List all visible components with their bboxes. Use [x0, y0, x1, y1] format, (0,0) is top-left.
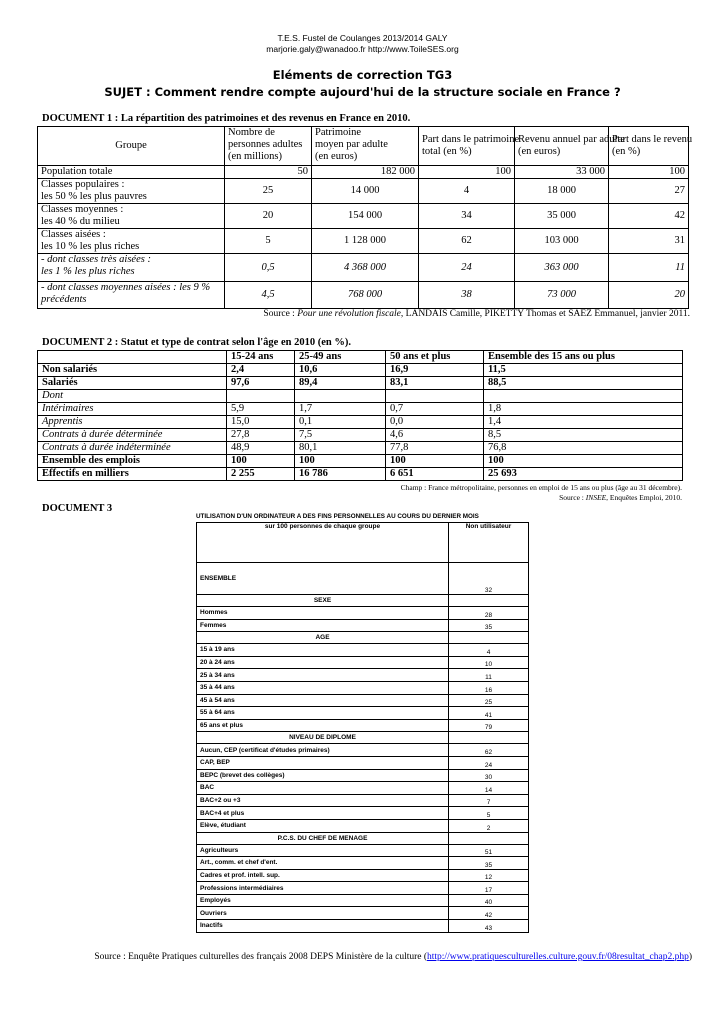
doc1-caption: : La répartition des patrimoines et des revenus en France en 2010.	[112, 113, 411, 124]
cell-part-patrimoine: 24	[419, 254, 515, 282]
row-label: Ensemble des emplois	[38, 455, 227, 468]
cell: 0,7	[386, 403, 484, 416]
table-row	[197, 681, 529, 694]
cell	[386, 390, 484, 403]
doc3-source: Source : Enquête Pratiques culturelles des français 2008 DEPS Ministère de la culture (http://www.pratiquesculturelles.culture.gouv.fr/08resultat_chap2.php)	[94, 952, 692, 962]
table-row	[197, 707, 529, 720]
row-label: Dont	[38, 390, 227, 403]
doc2-heading	[42, 337, 351, 348]
table-row	[38, 254, 689, 282]
cell-revenu: 363 000	[515, 254, 609, 282]
row-label: Contrats à durée déterminée	[38, 429, 227, 442]
row-value: 51	[449, 844, 529, 857]
header-line-1: T.E.S. Fustel de Coulanges 2013/2014 GALY	[277, 33, 448, 43]
doc1-heading	[42, 113, 410, 124]
table-row	[38, 179, 689, 204]
doc1-header-patrimoine: Patrimoine moyen par adulte (en euros)	[312, 127, 419, 166]
table-row	[197, 782, 529, 795]
subject-line: SUJET : Comment rendre compte aujourd'hui de la structure sociale en France ?	[104, 85, 621, 99]
cell: 8,5	[484, 429, 683, 442]
doc2-header-empty	[38, 351, 227, 364]
doc2-source: Source : INSEE, Enquêtes Emploi, 2010.	[559, 493, 682, 502]
row-value: 7	[449, 794, 529, 807]
doc1-source: Source : Pour une révolution fiscale, LANDAIS Camille, PIKETTY Thomas et SAEZ Emmanuel, janvier 2011.	[263, 309, 690, 319]
row-value: 43	[449, 920, 529, 933]
cell-revenu: 35 000	[515, 204, 609, 229]
row-value: 4	[449, 644, 529, 657]
row-value: 24	[449, 756, 529, 769]
cell-patrimoine: 154 000	[312, 204, 419, 229]
row-value: 41	[449, 707, 529, 720]
cell-adults: 5	[225, 229, 312, 254]
doc2-header-row	[38, 351, 683, 364]
row-label: Professions intermédiaires	[197, 882, 449, 895]
row-label: Cadres et prof. intell. sup.	[197, 869, 449, 882]
cell: 15,0	[227, 416, 295, 429]
table-row	[197, 619, 529, 632]
cell: 97,6	[227, 377, 295, 390]
table-row	[197, 644, 529, 657]
cell-adults: 25	[225, 179, 312, 204]
table-row	[197, 857, 529, 870]
cell-patrimoine: 1 128 000	[312, 229, 419, 254]
cell-part-revenu: 31	[609, 229, 689, 254]
cell: 0,1	[295, 416, 386, 429]
cell-patrimoine: 182 000	[312, 166, 419, 179]
cell-part-revenu: 27	[609, 179, 689, 204]
table-row	[38, 390, 683, 403]
row-value: 32	[449, 563, 529, 595]
cell: 83,1	[386, 377, 484, 390]
table-row	[197, 894, 529, 907]
row-value: 5	[449, 807, 529, 820]
cell: 11,5	[484, 364, 683, 377]
cell: 76,8	[484, 442, 683, 455]
cell: 1,7	[295, 403, 386, 416]
cell-patrimoine: 4 368 000	[312, 254, 419, 282]
doc3-heading	[42, 503, 112, 514]
cell: 6 651	[386, 468, 484, 481]
cell-patrimoine: 768 000	[312, 282, 419, 309]
table-row	[38, 429, 683, 442]
row-label: Ouvriers	[197, 907, 449, 920]
doc3-header-row	[197, 523, 529, 563]
cell	[295, 390, 386, 403]
row-label: 55 à 64 ans	[197, 707, 449, 720]
section-row	[197, 632, 529, 644]
table-row	[197, 844, 529, 857]
cell: 100	[295, 455, 386, 468]
doc1-label: DOCUMENT 1	[42, 113, 113, 124]
row-label: - dont classes très aisées : les 1 % les plus riches	[38, 254, 225, 282]
row-value: 16	[449, 681, 529, 694]
row-value: 62	[449, 744, 529, 757]
section-row	[197, 595, 529, 607]
row-value: 35	[449, 857, 529, 870]
cell-part-revenu: 11	[609, 254, 689, 282]
table-row	[38, 166, 689, 179]
row-label: Employés	[197, 894, 449, 907]
section-spacer	[449, 832, 529, 844]
doc2-header-50-plus: 50 ans et plus	[386, 351, 484, 364]
cell-adults: 50	[225, 166, 312, 179]
cell: 7,5	[295, 429, 386, 442]
row-label: Aucun, CEP (certificat d'études primaires)	[197, 744, 449, 757]
row-label: 65 ans et plus	[197, 719, 449, 732]
table-row	[197, 756, 529, 769]
table-row	[197, 656, 529, 669]
section-row	[197, 832, 529, 844]
cell	[227, 390, 295, 403]
cell: 89,4	[295, 377, 386, 390]
cell-part-patrimoine: 38	[419, 282, 515, 309]
row-value: 14	[449, 782, 529, 795]
row-label: Apprentis	[38, 416, 227, 429]
row-value: 12	[449, 869, 529, 882]
cell-part-revenu: 42	[609, 204, 689, 229]
row-value: 25	[449, 694, 529, 707]
cell-revenu: 33 000	[515, 166, 609, 179]
cell-adults: 0,5	[225, 254, 312, 282]
cell: 5,9	[227, 403, 295, 416]
cell: 27,8	[227, 429, 295, 442]
table-row	[197, 794, 529, 807]
cell: 16,9	[386, 364, 484, 377]
table-row	[38, 442, 683, 455]
row-value: 35	[449, 619, 529, 632]
cell-part-revenu: 100	[609, 166, 689, 179]
row-value: 28	[449, 607, 529, 620]
section-spacer	[449, 732, 529, 744]
cell: 80,1	[295, 442, 386, 455]
cell: 2,4	[227, 364, 295, 377]
cell-part-patrimoine: 100	[419, 166, 515, 179]
cell-part-patrimoine: 62	[419, 229, 515, 254]
doc2-header-15-24: 15-24 ans	[227, 351, 295, 364]
row-label: 45 à 54 ans	[197, 694, 449, 707]
cell: 100	[227, 455, 295, 468]
row-value: 42	[449, 907, 529, 920]
row-label: Classes populaires : les 50 % les plus pauvres	[38, 179, 225, 204]
doc2-header-ensemble: Ensemble des 15 ans ou plus	[484, 351, 683, 364]
header-line-2: marjorie.galy@wanadoo.fr http://www.ToileSES.org	[266, 44, 459, 54]
row-label: BAC+4 et plus	[197, 807, 449, 820]
row-value: 79	[449, 719, 529, 732]
doc1-header-adults: Nombre de personnes adultes (en millions)	[225, 127, 312, 166]
cell-adults: 4,5	[225, 282, 312, 309]
row-label: BAC	[197, 782, 449, 795]
doc3-source-link[interactable]: http://www.pratiquesculturelles.culture.gouv.fr/08resultat_chap2.php	[427, 952, 689, 962]
row-label: - dont classes moyennes aisées : les 9 % précédents	[38, 282, 225, 309]
doc2-header-25-49: 25-49 ans	[295, 351, 386, 364]
cell: 1,8	[484, 403, 683, 416]
row-label: 35 à 44 ans	[197, 681, 449, 694]
table-row	[38, 204, 689, 229]
doc1-header-group: Groupe	[38, 127, 225, 166]
cell: 1,4	[484, 416, 683, 429]
row-label: 15 à 19 ans	[197, 644, 449, 657]
table-row	[197, 920, 529, 933]
cell-part-revenu: 20	[609, 282, 689, 309]
table-row	[38, 455, 683, 468]
cell-part-patrimoine: 4	[419, 179, 515, 204]
cell-revenu: 103 000	[515, 229, 609, 254]
doc3-table	[196, 522, 529, 933]
row-label: Elève, étudiant	[197, 819, 449, 832]
row-label: Femmes	[197, 619, 449, 632]
table-row	[197, 882, 529, 895]
cell: 88,5	[484, 377, 683, 390]
doc2-champ: Champ : France métropolitaine, personnes en emploi de 15 ans ou plus (âge au 31 décembre).	[400, 483, 682, 492]
row-label: BAC+2 ou +3	[197, 794, 449, 807]
row-label: Art., comm. et chef d'ent.	[197, 857, 449, 870]
cell-patrimoine: 14 000	[312, 179, 419, 204]
table-row	[197, 744, 529, 757]
table-row	[197, 907, 529, 920]
table-row	[197, 807, 529, 820]
cell-revenu: 73 000	[515, 282, 609, 309]
doc2-label: DOCUMENT 2	[42, 337, 113, 348]
row-label: Population totale	[38, 166, 225, 179]
table-row	[197, 694, 529, 707]
doc3-table-title: UTILISATION D'UN ORDINATEUR A DES FINS PERSONNELLES AU COURS DU DERNIER MOIS	[196, 513, 479, 520]
doc2-caption: : Statut et type de contrat selon l'âge en 2010 (en %).	[112, 337, 351, 348]
cell: 0,0	[386, 416, 484, 429]
row-label: Agriculteurs	[197, 844, 449, 857]
table-row	[38, 364, 683, 377]
cell: 4,6	[386, 429, 484, 442]
row-label: BEPC (brevet des collèges)	[197, 769, 449, 782]
row-label: Non salariés	[38, 364, 227, 377]
row-label: Effectifs en milliers	[38, 468, 227, 481]
doc2-table	[37, 350, 683, 481]
table-row	[197, 819, 529, 832]
table-row	[197, 607, 529, 620]
cell: 10,6	[295, 364, 386, 377]
cell: 77,8	[386, 442, 484, 455]
cell	[484, 390, 683, 403]
section-label: SEXE	[197, 595, 449, 607]
section-spacer	[449, 632, 529, 644]
table-row	[38, 282, 689, 309]
table-row	[197, 769, 529, 782]
table-row	[197, 869, 529, 882]
row-label: Intérimaires	[38, 403, 227, 416]
row-label: 20 à 24 ans	[197, 656, 449, 669]
row-value: 40	[449, 894, 529, 907]
cell-part-patrimoine: 34	[419, 204, 515, 229]
table-row	[38, 416, 683, 429]
row-value: 17	[449, 882, 529, 895]
row-value: 2	[449, 819, 529, 832]
cell-adults: 20	[225, 204, 312, 229]
doc1-header-row	[38, 127, 689, 166]
cell: 25 693	[484, 468, 683, 481]
cell: 100	[484, 455, 683, 468]
section-label: AGE	[197, 632, 449, 644]
page-title: Eléments de correction TG3	[272, 68, 453, 82]
table-row	[197, 719, 529, 732]
section-spacer	[449, 595, 529, 607]
doc3-label: DOCUMENT 3	[42, 503, 113, 514]
row-label: Classes moyennes : les 40 % du milieu	[38, 204, 225, 229]
row-label: Inactifs	[197, 920, 449, 933]
table-row	[38, 229, 689, 254]
row-label: Salariés	[38, 377, 227, 390]
row-value: 10	[449, 656, 529, 669]
cell: 16 786	[295, 468, 386, 481]
cell: 48,9	[227, 442, 295, 455]
row-label: Hommes	[197, 607, 449, 620]
table-row	[38, 377, 683, 390]
table-row	[197, 669, 529, 682]
doc1-header-part-revenu: Part dans le revenu (en %)	[609, 127, 689, 166]
row-label: CAP, BEP	[197, 756, 449, 769]
table-row	[38, 468, 683, 481]
section-row	[197, 732, 529, 744]
row-label: ENSEMBLE	[197, 563, 449, 595]
row-label: Contrats à durée indéterminée	[38, 442, 227, 455]
row-value: 11	[449, 669, 529, 682]
cell: 2 255	[227, 468, 295, 481]
row-label: Classes aisées : les 10 % les plus riches	[38, 229, 225, 254]
section-label: P.C.S. DU CHEF DE MENAGE	[197, 832, 449, 844]
doc1-header-part-patrimoine: Part dans le patrimoine total (en %)	[419, 127, 515, 166]
doc3-header-non-users: Non utilisateur	[449, 523, 529, 563]
doc3-header-group: sur 100 personnes de chaque groupe	[197, 523, 449, 563]
cell-revenu: 18 000	[515, 179, 609, 204]
section-label: NIVEAU DE DIPLOME	[197, 732, 449, 744]
table-row	[197, 563, 529, 595]
row-label: 25 à 34 ans	[197, 669, 449, 682]
row-value: 30	[449, 769, 529, 782]
table-row	[38, 403, 683, 416]
doc1-header-revenu: Revenu annuel par adulte (en euros)	[515, 127, 609, 166]
cell: 100	[386, 455, 484, 468]
doc1-table	[37, 126, 693, 309]
